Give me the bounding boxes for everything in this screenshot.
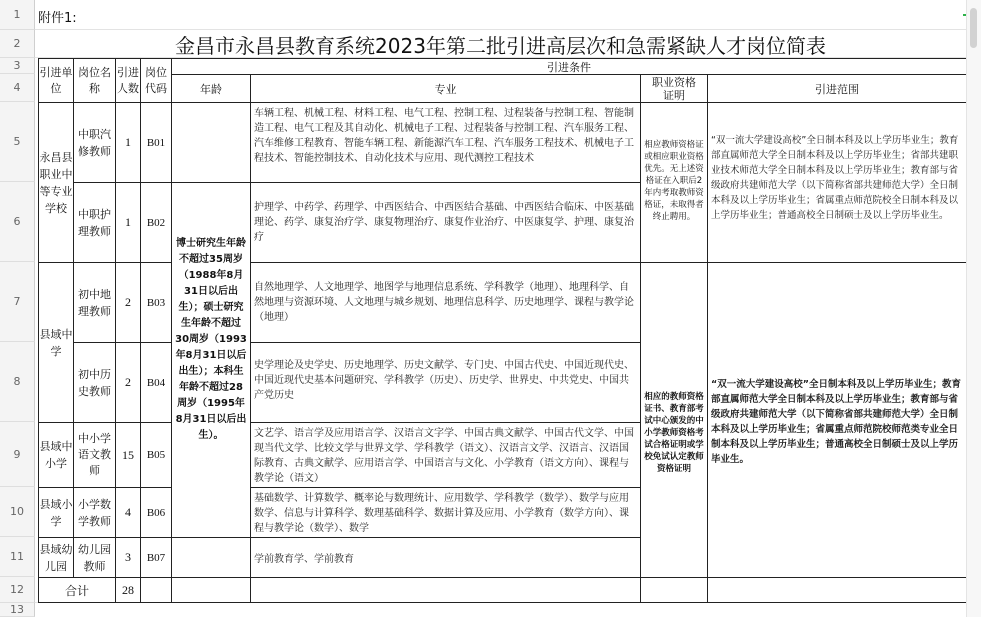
position-code: B02 bbox=[146, 216, 166, 229]
row-number[interactable]: 11 bbox=[0, 537, 35, 577]
header-unit: 引进单位 bbox=[39, 65, 73, 95]
position-name: 初中地理教师 bbox=[78, 287, 111, 318]
row-number[interactable]: 7 bbox=[0, 262, 35, 342]
unit-county-middle-school: 县域中学 bbox=[39, 327, 73, 358]
major-text: 护理学、中药学、药理学、中西医结合、中西医结合基础、中西医结合临床、中医基础理论、药学、康复治疗学、康复物理治疗、康复作业治疗、中医康复学、护理、康复治疗 bbox=[254, 202, 634, 243]
position-code: B04 bbox=[146, 376, 166, 389]
total-label: 合计 bbox=[64, 583, 89, 598]
position-name: 小学数学教师 bbox=[78, 497, 111, 528]
row-number[interactable]: 10 bbox=[0, 487, 35, 537]
header-major: 专业 bbox=[434, 82, 457, 96]
position-name: 中职护理教师 bbox=[78, 207, 111, 238]
position-code: B06 bbox=[146, 506, 166, 519]
position-code: B01 bbox=[146, 136, 166, 149]
unit-county-primary-middle: 县域中小学 bbox=[39, 440, 73, 470]
major-text: 基础数学、计算数学、概率论与数理统计、应用数学、学科教学（数学）、数学与应用数学、信息与计算科学、数理基础科学、数据计算及应用、小学教育（数学方向）、课程与教学论（数学）、数学 bbox=[254, 493, 629, 534]
qualification-text: 相应教师资格证或相应职业资格优先。无上述资格证在入职后2年内考取教师资格证，未取得者终止聘用。 bbox=[644, 140, 704, 222]
unit-county-kindergarten: 县域幼儿园 bbox=[39, 542, 73, 573]
header-age: 年龄 bbox=[200, 82, 222, 96]
row-number[interactable]: 9 bbox=[0, 422, 35, 487]
major-text: 史学理论及史学史、历史地理学、历史文献学、专门史、中国古代史、中国近现代史、中国近现代史基本问题研究、学科教学（历史）、历史学、世界史、中共党史、中国共产党历史 bbox=[254, 360, 634, 401]
total-count: 28 bbox=[122, 582, 134, 597]
position-count: 1 bbox=[125, 215, 131, 229]
row-number[interactable]: 2 bbox=[0, 30, 35, 58]
attachment-label: 附件1: bbox=[38, 10, 77, 26]
position-name: 中小学语文教师 bbox=[78, 432, 111, 477]
major-text: 学前教育学、学前教育 bbox=[254, 553, 354, 565]
position-name: 初中历史教师 bbox=[78, 367, 111, 398]
position-code: B03 bbox=[146, 296, 166, 309]
vertical-scrollbar[interactable] bbox=[966, 0, 981, 617]
row-number[interactable]: 1 bbox=[0, 0, 35, 30]
row-number[interactable]: 13 bbox=[0, 603, 35, 617]
unit-vocational-school: 永昌县职业中等专业学校 bbox=[39, 150, 73, 215]
header-position-code: 岗位代码 bbox=[145, 65, 167, 95]
header-count: 引进人数 bbox=[117, 65, 139, 95]
row-number[interactable]: 5 bbox=[0, 102, 35, 182]
header-conditions: 引进条件 bbox=[547, 60, 591, 74]
position-count: 3 bbox=[125, 550, 131, 564]
page-title: 金昌市永昌县教育系统2023年第二批引进高层次和急需紧缺人才岗位简表 bbox=[175, 33, 826, 58]
major-text: 车辆工程、机械工程、材料工程、电气工程、控制工程、过程装备与控制工程、智能制造工程、电气工程及其自动化、机械电子工程、过程装备与控制工程、汽车服务工程、汽车维修工程教育、智能车辆工程、新能源汽车工程、汽车服务工程技术、机械电子工程技术、智能控制技术、自动化技术与应用、现代测控工程技术 bbox=[254, 108, 634, 164]
row-number[interactable]: 3 bbox=[0, 58, 35, 74]
scope-text: “双一流大学建设高校”全日制本科及以上学历毕业生；教育部直属师范大学全日制本科及以上学历毕业生；省部共建职业技术师范大学全日制本科及以上学历毕业生；教育部与省级政府共建师范大学（以下简称省部共建师范大学）全日制本科及以上学历毕业生；省属重点师范院校全日制本科及以上学历毕业生；普通高校全日制硕士及以上学历毕业生。 bbox=[711, 135, 959, 221]
row-number[interactable]: 6 bbox=[0, 182, 35, 262]
header-scope: 引进范围 bbox=[815, 82, 859, 96]
position-name: 幼儿园教师 bbox=[78, 542, 111, 573]
position-count: 15 bbox=[122, 447, 134, 462]
header-position-name: 岗位名称 bbox=[78, 65, 111, 95]
unit-county-primary: 县域小学 bbox=[39, 497, 73, 528]
row-number[interactable]: 12 bbox=[0, 577, 35, 603]
position-code: B05 bbox=[146, 449, 166, 461]
position-count: 2 bbox=[125, 375, 131, 389]
age-requirement: 博士研究生年龄不超过35周岁（1988年8月31日以后出生）；硕士研究生年龄不超过30周岁（1993年8月31日以后出生）；本科生年龄不超过28周岁（1995年8月31日以后出生）。 bbox=[175, 238, 247, 441]
position-name: 中职汽修教师 bbox=[78, 127, 111, 158]
scope-text: “双一流大学建设高校”全日制本科及以上学历毕业生；教育部直属师范大学全日制本科及以上学历毕业生；教育部与省级政府共建师范大学（以下简称省部共建师范大学）全日制本科及以上学历毕业生；省属重点师范院校师范类专业全日制本科及以上学历毕业生；普通高校全日制硕士及以上学历毕业生。 bbox=[711, 379, 961, 465]
row-number[interactable]: 4 bbox=[0, 74, 35, 102]
scrollbar-thumb[interactable] bbox=[970, 8, 977, 48]
row-number[interactable]: 8 bbox=[0, 342, 35, 422]
major-text: 自然地理学、人文地理学、地图学与地理信息系统、学科教学（地理）、地理科学、自然地理与资源环境、人文地理与城乡规划、地理信息科学、历史地理学、课程与教学论（地理） bbox=[254, 282, 634, 323]
position-count: 2 bbox=[125, 295, 131, 309]
position-count: 4 bbox=[125, 505, 131, 519]
header-qualification: 职业资格证明 bbox=[652, 75, 696, 102]
position-count: 1 bbox=[125, 135, 131, 149]
major-text: 文艺学、语言学及应用语言学、汉语言文字学、中国古典文献学、中国古代文学、中国现当代文学、比较文学与世界文学、学科教学（语文）、汉语言文学、汉语言、汉语国际教育、古典文献学、应用语言学、中国语言与文化、小学教育（语文方向）、课程与教学论（语文） bbox=[254, 428, 634, 484]
position-code: B07 bbox=[146, 551, 166, 564]
qualification-text: 相应的教师资格证书、教育部考试中心颁发的中小学教师资格考试合格证明或学校免试认定教师资格证明 bbox=[644, 392, 704, 474]
